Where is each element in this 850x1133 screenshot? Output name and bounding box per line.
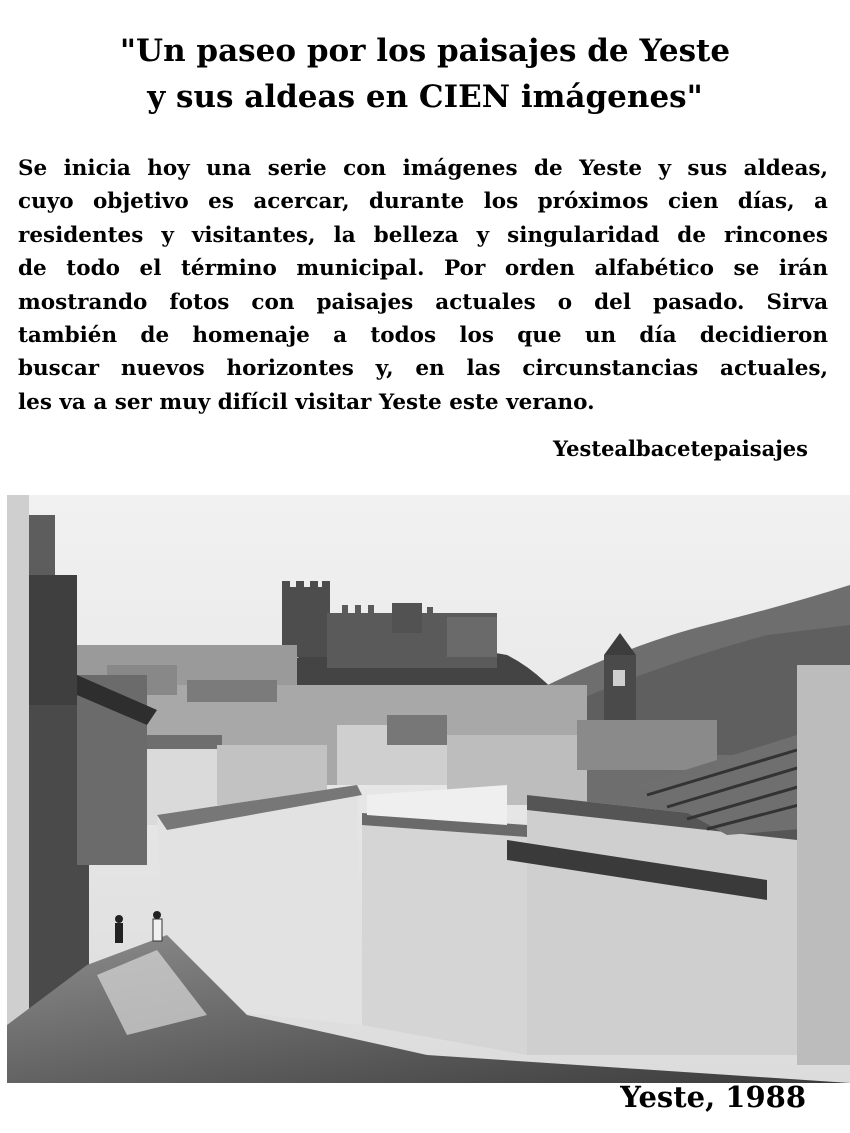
intro-line: Se inicia hoy una serie con imágenes de Yeste y sus aldeas, (18, 156, 828, 181)
intro-line: cuyo objetivo es acercar, durante los próximos cien días, a (18, 189, 828, 215)
title-line-2: y sus aldeas en CIEN imágenes" (147, 79, 703, 115)
author-signature: Yestealbacetepaisajes (553, 436, 808, 461)
photo-illustration (7, 495, 850, 1083)
title-line-1: "Un paseo por los paisajes de Yeste (119, 33, 731, 69)
intro-line: mostrando fotos con paisajes actuales o del pasado. Sirva (18, 289, 828, 315)
intro-line: buscar nuevos horizontes y, en las circunstancias actuales, (18, 356, 828, 382)
intro-line: les va a ser muy difícil visitar Yeste este verano. (18, 389, 595, 415)
intro-line: también de homenaje a todos los que un día decidieron (18, 323, 828, 349)
intro-line: residentes y visitantes, la belleza y singularidad de rincones (18, 222, 828, 248)
page-title (0, 28, 850, 120)
photo-caption: Yeste, 1988 (620, 1080, 806, 1114)
intro-line: de todo el término municipal. Por orden alfabético se irán (18, 256, 828, 282)
intro-paragraph (18, 152, 828, 419)
village-photo (7, 495, 850, 1083)
